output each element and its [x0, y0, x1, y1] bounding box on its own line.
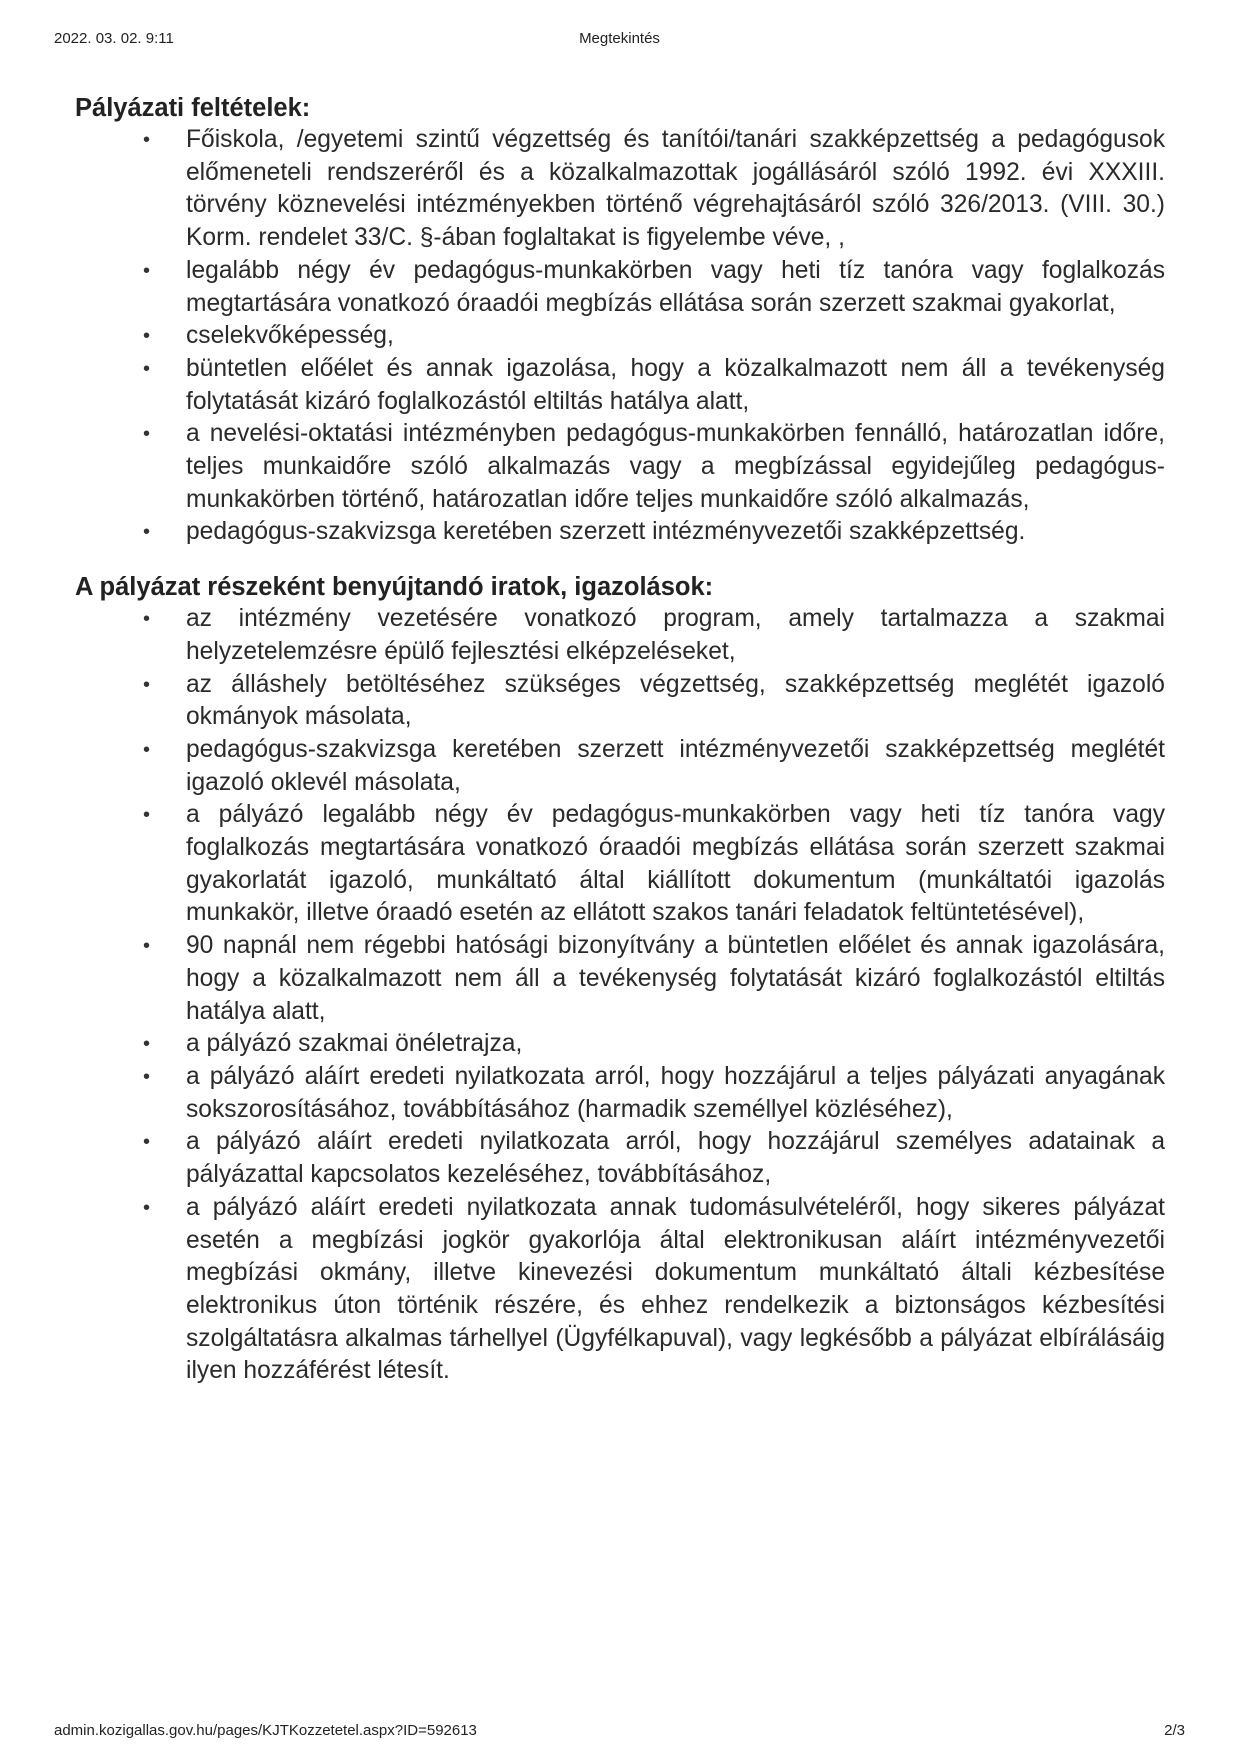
- section-documents: [75, 571, 1165, 1388]
- section-heading-conditions: Pályázati feltételek:: [75, 94, 311, 122]
- bullet-icon: •: [143, 608, 151, 631]
- bullet-icon: •: [143, 673, 151, 696]
- list-item-text: 90 napnál nem régebbi hatósági bizonyítvány a büntetlen előélet és annak igazolására, hogy a közalkalmazott nem áll a tevékenység folytatását kizáró foglalkozástól eltiltás hatálya alatt,: [186, 932, 1165, 1025]
- bullet-icon: •: [143, 1065, 151, 1088]
- list-item: [75, 1028, 1165, 1061]
- list-item: [75, 734, 1165, 799]
- bullet-icon: •: [143, 1033, 151, 1056]
- print-datetime: 2022. 03. 02. 9:11: [54, 30, 174, 47]
- list-item-text: Főiskola, /egyetemi szintű végzettség és tanítói/tanári szakképzettség a pedagógusok előmeneteli rendszeréről és a közalkalmazottak jogállásáról szóló 1992. évi XXXIII. törvény köznevelési intézményekben történő végrehajtásáról szóló 326/2013. (VIII. 30.) Korm. rendelet 33/C. §-ában foglaltakat is figyelembe véve, ,: [186, 126, 1165, 252]
- bullet-icon: •: [143, 357, 151, 380]
- bullet-icon: •: [143, 935, 151, 958]
- list-item-text: az intézmény vezetésére vonatkozó program, amely tartalmazza a szakmai helyzetelemzésre épülő fejlesztési elképzeléseket,: [186, 605, 1165, 665]
- list-item: [75, 1061, 1165, 1126]
- section-heading-documents: A pályázat részeként benyújtandó iratok, igazolások:: [75, 573, 714, 602]
- bullet-icon: •: [143, 804, 151, 827]
- list-item: [75, 799, 1165, 930]
- list-item: [75, 320, 1165, 353]
- bullet-icon: •: [143, 738, 151, 761]
- bullet-icon: •: [143, 521, 151, 544]
- page-url: admin.kozigallas.gov.hu/pages/KJTKozzetetel.aspx?ID=592613: [54, 1722, 477, 1739]
- page-number: 2/3: [1164, 1722, 1185, 1739]
- list-item: [75, 516, 1165, 549]
- list-item-text: legalább négy év pedagógus-munkakörben vagy heti tíz tanóra vagy foglalkozás megtartására vonatkozó óraadói megbízás ellátása során szerzett szakmai gyakorlat,: [186, 256, 1165, 317]
- list-item-text: cselekvőképesség,: [186, 322, 394, 350]
- list-item: [75, 669, 1165, 734]
- bullet-icon: •: [143, 259, 151, 282]
- list-item: [75, 255, 1165, 320]
- bullet-icon: •: [143, 1196, 151, 1219]
- list-item-text: az álláshely betöltéséhez szükséges végzettség, szakképzettség meglétét igazoló okmányok másolata,: [186, 670, 1165, 731]
- list-item-text: a pályázó aláírt eredeti nyilatkozata arról, hogy hozzájárul a teljes pályázati anyagának sokszorosításához, továbbításához (harmadik személlyel közléséhez),: [186, 1062, 1165, 1123]
- print-header: [54, 30, 1185, 50]
- list-item-text: a pályázó legalább négy év pedagógus-munkakörben vagy heti tíz tanóra vagy foglalkozás megtartására vonatkozó óraadói megbízás ellátása során szerzett szakmai gyakorlatát igazoló, munkáltató által kiállított dokumentum (munkáltatói igazolás munkakör, illetve óraadó esetén az ellátott szakos tanári feladatok feltüntetésével),: [186, 801, 1165, 927]
- print-page-title: Megtekintés: [579, 30, 660, 47]
- list-item: [75, 1126, 1165, 1191]
- list-item: [75, 603, 1165, 668]
- print-footer: [54, 1722, 1185, 1742]
- list-item: [75, 418, 1165, 516]
- list-item: [75, 930, 1165, 1028]
- bullet-icon: •: [143, 129, 151, 151]
- list-item: [75, 124, 1165, 255]
- list-item-text: a pályázó aláírt eredeti nyilatkozata annak tudomásulvételéről, hogy sikeres pályázat esetén a megbízási jogkör gyakorlója által elektronikusan aláírt intézményvezetői megbízási okmány, illetve kinevezési dokumentum munkáltató általi kézbesítése elektronikus úton történik részére, és ehhez rendelkezik a biztonságos kézbesítési szolgáltatásra alkalmas tárhellyel (Ügyfélkapuval), vagy legkésőbb a pályázat elbírálásáig ilyen hozzáférést létesít.: [186, 1193, 1165, 1385]
- section-conditions: [75, 92, 1165, 549]
- document-content: [75, 92, 1165, 1388]
- bullet-icon: •: [143, 1131, 151, 1154]
- list-item-text: a pályázó szakmai önéletrajza,: [186, 1030, 523, 1058]
- conditions-list: [75, 124, 1165, 549]
- list-item: [75, 1192, 1165, 1388]
- list-item-text: büntetlen előélet és annak igazolása, hogy a közalkalmazott nem áll a tevékenység folytatását kizáró foglalkozástól eltiltás hatálya alatt,: [186, 354, 1165, 415]
- list-item-text: a nevelési-oktatási intézményben pedagógus-munkakörben fennálló, határozatlan időre, teljes munkaidőre szóló alkalmazás vagy a megbízással egyidejűleg pedagógus-munkakörben történő, határozatlan időre teljes munkaidőre szóló alkalmazás,: [186, 420, 1165, 513]
- bullet-icon: •: [143, 423, 151, 446]
- documents-list: [75, 603, 1165, 1388]
- list-item: [75, 353, 1165, 418]
- bullet-icon: •: [143, 325, 151, 348]
- list-item-text: pedagógus-szakvizsga keretében szerzett intézményvezetői szakképzettség.: [186, 518, 1026, 546]
- list-item-text: a pályázó aláírt eredeti nyilatkozata arról, hogy hozzájárul személyes adatainak a pályázattal kapcsolatos kezeléséhez, továbbításához,: [186, 1128, 1165, 1189]
- list-item-text: pedagógus-szakvizsga keretében szerzett intézményvezetői szakképzettség meglétét igazoló oklevél másolata,: [186, 735, 1165, 796]
